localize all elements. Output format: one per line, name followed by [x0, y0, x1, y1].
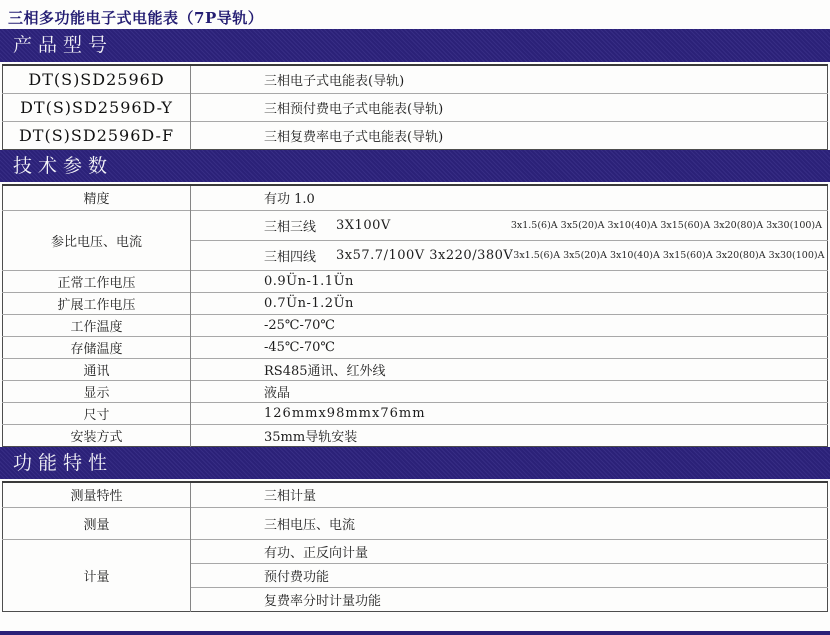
feature-label: 测量	[3, 507, 191, 539]
param-label: 参比电压、电流	[3, 211, 191, 271]
current-specs: 3x1.5(6)A 3x5(20)A 3x10(40)A 3x15(60)A 3x20(80)A 3x30(100)A	[510, 220, 822, 231]
param-label: 通讯	[3, 359, 191, 381]
next-section-bar-edge	[0, 631, 830, 635]
model-description: 三相电子式电能表(导轨)	[264, 73, 405, 89]
param-value: 126mmx98mmx76mm	[191, 403, 828, 425]
param-label: 扩展工作电压	[3, 293, 191, 315]
wiring-type: 三相四线	[264, 250, 317, 265]
model-name: DT(S)SD2596D-F	[3, 121, 191, 149]
feature-value: 有功、正反向计量	[191, 539, 828, 563]
section-header-features	[0, 447, 830, 479]
current-specs: 3x1.5(6)A 3x5(20)A 3x10(40)A 3x15(60)A 3x20(80)A 3x30(100)A	[513, 250, 825, 261]
table-row	[3, 359, 828, 381]
feature-value: 三相电压、电流	[191, 507, 828, 539]
param-value: 35mm导轨安装	[191, 425, 828, 447]
page-title: 三相多功能电子式电能表（7P导轨）	[8, 9, 264, 27]
feature-value: 复费率分时计量功能	[191, 587, 828, 611]
table-row	[3, 539, 828, 563]
param-label: 工作温度	[3, 315, 191, 337]
section-header-tech-params	[0, 150, 830, 182]
table-row	[3, 121, 828, 149]
param-value: -45℃-70℃	[191, 337, 828, 359]
table-row	[3, 507, 828, 539]
feature-value: 预付费功能	[191, 563, 828, 587]
table-row	[3, 482, 828, 507]
section-header-features-label: 功能特性	[13, 452, 114, 474]
wiring-type: 三相三线	[264, 220, 317, 235]
param-value: RS485通讯、红外线	[191, 359, 828, 381]
model-description: 三相复费率电子式电能表(导轨)	[191, 121, 828, 149]
feature-label: 计量	[3, 539, 191, 611]
param-value: -25℃-70℃	[191, 315, 828, 337]
table-row	[3, 381, 828, 403]
tech-params-table	[2, 184, 828, 448]
feature-value: 三相计量	[264, 489, 317, 505]
param-label: 显示	[3, 381, 191, 403]
table-row	[3, 315, 828, 337]
reference-row-content	[191, 246, 827, 265]
table-row	[3, 65, 828, 93]
reference-row	[191, 211, 828, 241]
table-row	[3, 425, 828, 447]
reference-row	[191, 241, 828, 271]
model-name: DT(S)SD2596D-Y	[3, 93, 191, 121]
param-label: 正常工作电压	[3, 271, 191, 293]
table-row	[3, 403, 828, 425]
features-table	[2, 481, 828, 612]
table-row	[3, 211, 828, 241]
reference-row-content	[191, 216, 827, 235]
param-value: 0.9Ün-1.1Ün	[191, 271, 828, 293]
param-value: 有功 1.0	[264, 192, 315, 208]
table-row	[3, 293, 828, 315]
param-value: 液晶	[191, 381, 828, 403]
product-models-table	[2, 64, 828, 150]
param-label: 尺寸	[3, 403, 191, 425]
table-row	[3, 271, 828, 293]
table-row	[3, 185, 828, 211]
model-description: 三相预付费电子式电能表(导轨)	[191, 93, 828, 121]
section-header-tech-params-label: 技术参数	[13, 154, 114, 177]
model-name: DT(S)SD2596D	[3, 65, 191, 93]
feature-label: 测量特性	[3, 482, 191, 507]
voltage-spec: 3x57.7/100V 3x220/380V	[336, 248, 514, 263]
param-label: 精度	[3, 185, 191, 211]
param-label: 安装方式	[3, 425, 191, 447]
section-header-product-models	[0, 29, 830, 62]
table-row	[3, 337, 828, 359]
section-header-product-models-label: 产品型号	[13, 34, 114, 56]
table-row	[3, 93, 828, 121]
param-label: 存储温度	[3, 337, 191, 359]
voltage-spec: 3X100V	[336, 218, 391, 233]
param-value: 0.7Ün-1.2Ün	[191, 293, 828, 315]
